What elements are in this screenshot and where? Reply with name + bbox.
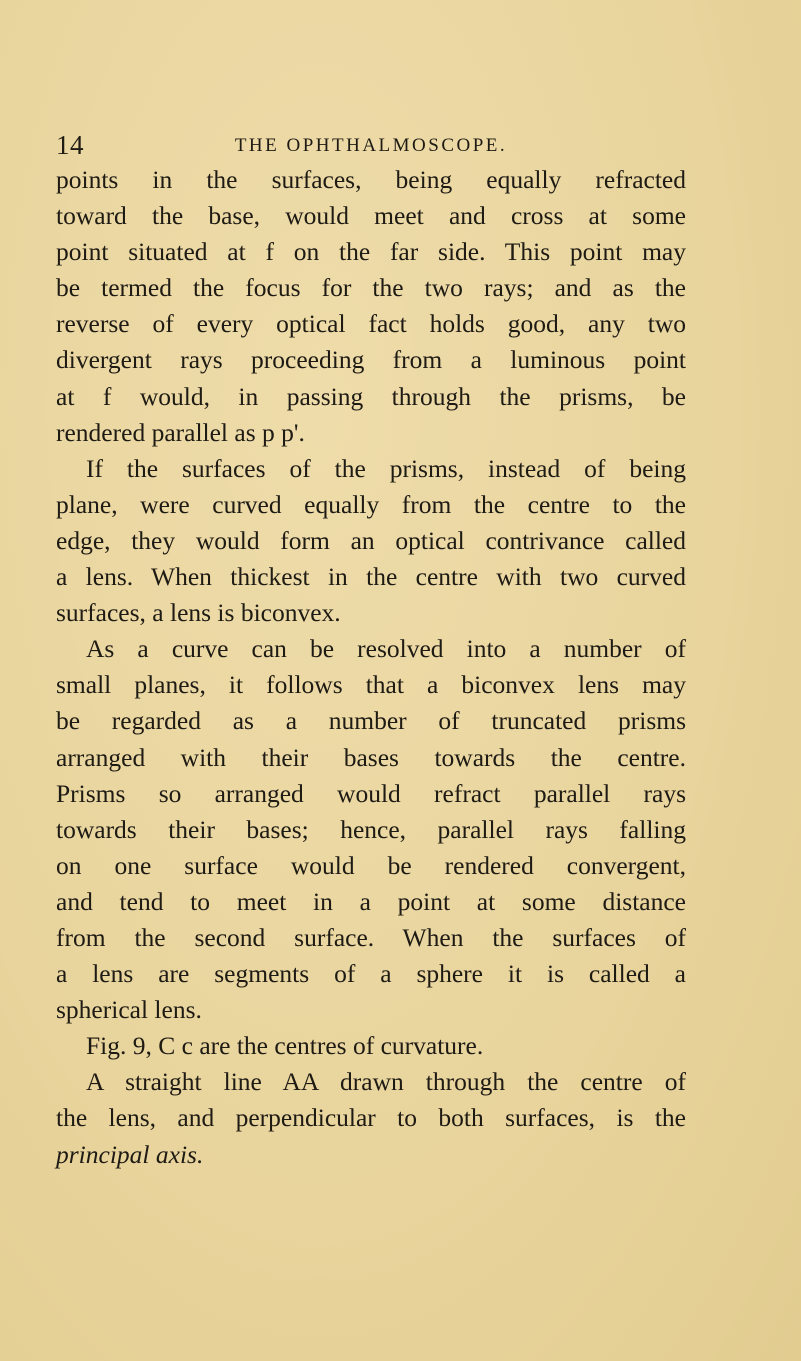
text-line: Prisms so arranged would refract parallel rays — [56, 778, 686, 808]
text-line: on one surface would be rendered convergent, — [56, 850, 686, 880]
text-line: small planes, it follows that a biconvex lens may — [56, 670, 686, 700]
text-line: spherical lens. — [56, 995, 202, 1025]
text-line: reverse of every optical fact holds good, any two — [56, 309, 686, 339]
text-line: divergent rays proceeding from a luminous point — [56, 345, 686, 375]
paragraph — [56, 451, 686, 631]
text-line: at f would, in passing through the prisms, be — [56, 381, 686, 411]
text-line: As a curve can be resolved into a number of — [86, 634, 686, 664]
text-line: toward the base, would meet and cross at some — [56, 201, 686, 231]
text-line: from the second surface. When the surfaces of — [56, 922, 686, 952]
paragraph — [56, 1028, 686, 1064]
paragraph — [56, 1064, 686, 1172]
page-number: 14 — [56, 130, 84, 160]
paragraph — [56, 162, 686, 451]
text-line: If the surfaces of the prisms, instead of being — [86, 453, 686, 483]
text-line: a lens. When thickest in the centre with two curved — [56, 562, 686, 592]
body-text — [56, 162, 686, 1173]
text-line: and tend to meet in a point at some distance — [56, 886, 686, 916]
text-line: A straight line AA drawn through the centre of — [86, 1067, 686, 1097]
running-title: THE OPHTHALMOSCOPE. — [234, 135, 508, 156]
text-line: plane, were curved equally from the centre to the — [56, 489, 686, 519]
text-line: the lens, and perpendicular to both surfaces, is the — [56, 1103, 686, 1133]
text-line: arranged with their bases towards the centre. — [56, 742, 686, 772]
running-head — [56, 130, 686, 160]
text-line: points in the surfaces, being equally refracted — [56, 165, 686, 194]
text-line: surfaces, a lens is biconvex. — [56, 598, 341, 628]
text-line: towards their bases; hence, parallel rays falling — [56, 814, 686, 844]
paragraph — [56, 631, 686, 1028]
text-line: rendered parallel as p p'. — [56, 417, 305, 447]
text-line: edge, they would form an optical contrivance called — [56, 525, 686, 555]
text-line: principal axis. — [56, 1139, 204, 1169]
text-line: point situated at f on the far side. This point may — [56, 237, 686, 267]
text-line: Fig. 9, C c are the centres of curvature. — [86, 1031, 484, 1061]
text-line: a lens are segments of a sphere it is called a — [56, 959, 686, 989]
text-line: be regarded as a number of truncated prisms — [56, 706, 686, 736]
text-line: be termed the focus for the two rays; and as the — [56, 273, 686, 303]
